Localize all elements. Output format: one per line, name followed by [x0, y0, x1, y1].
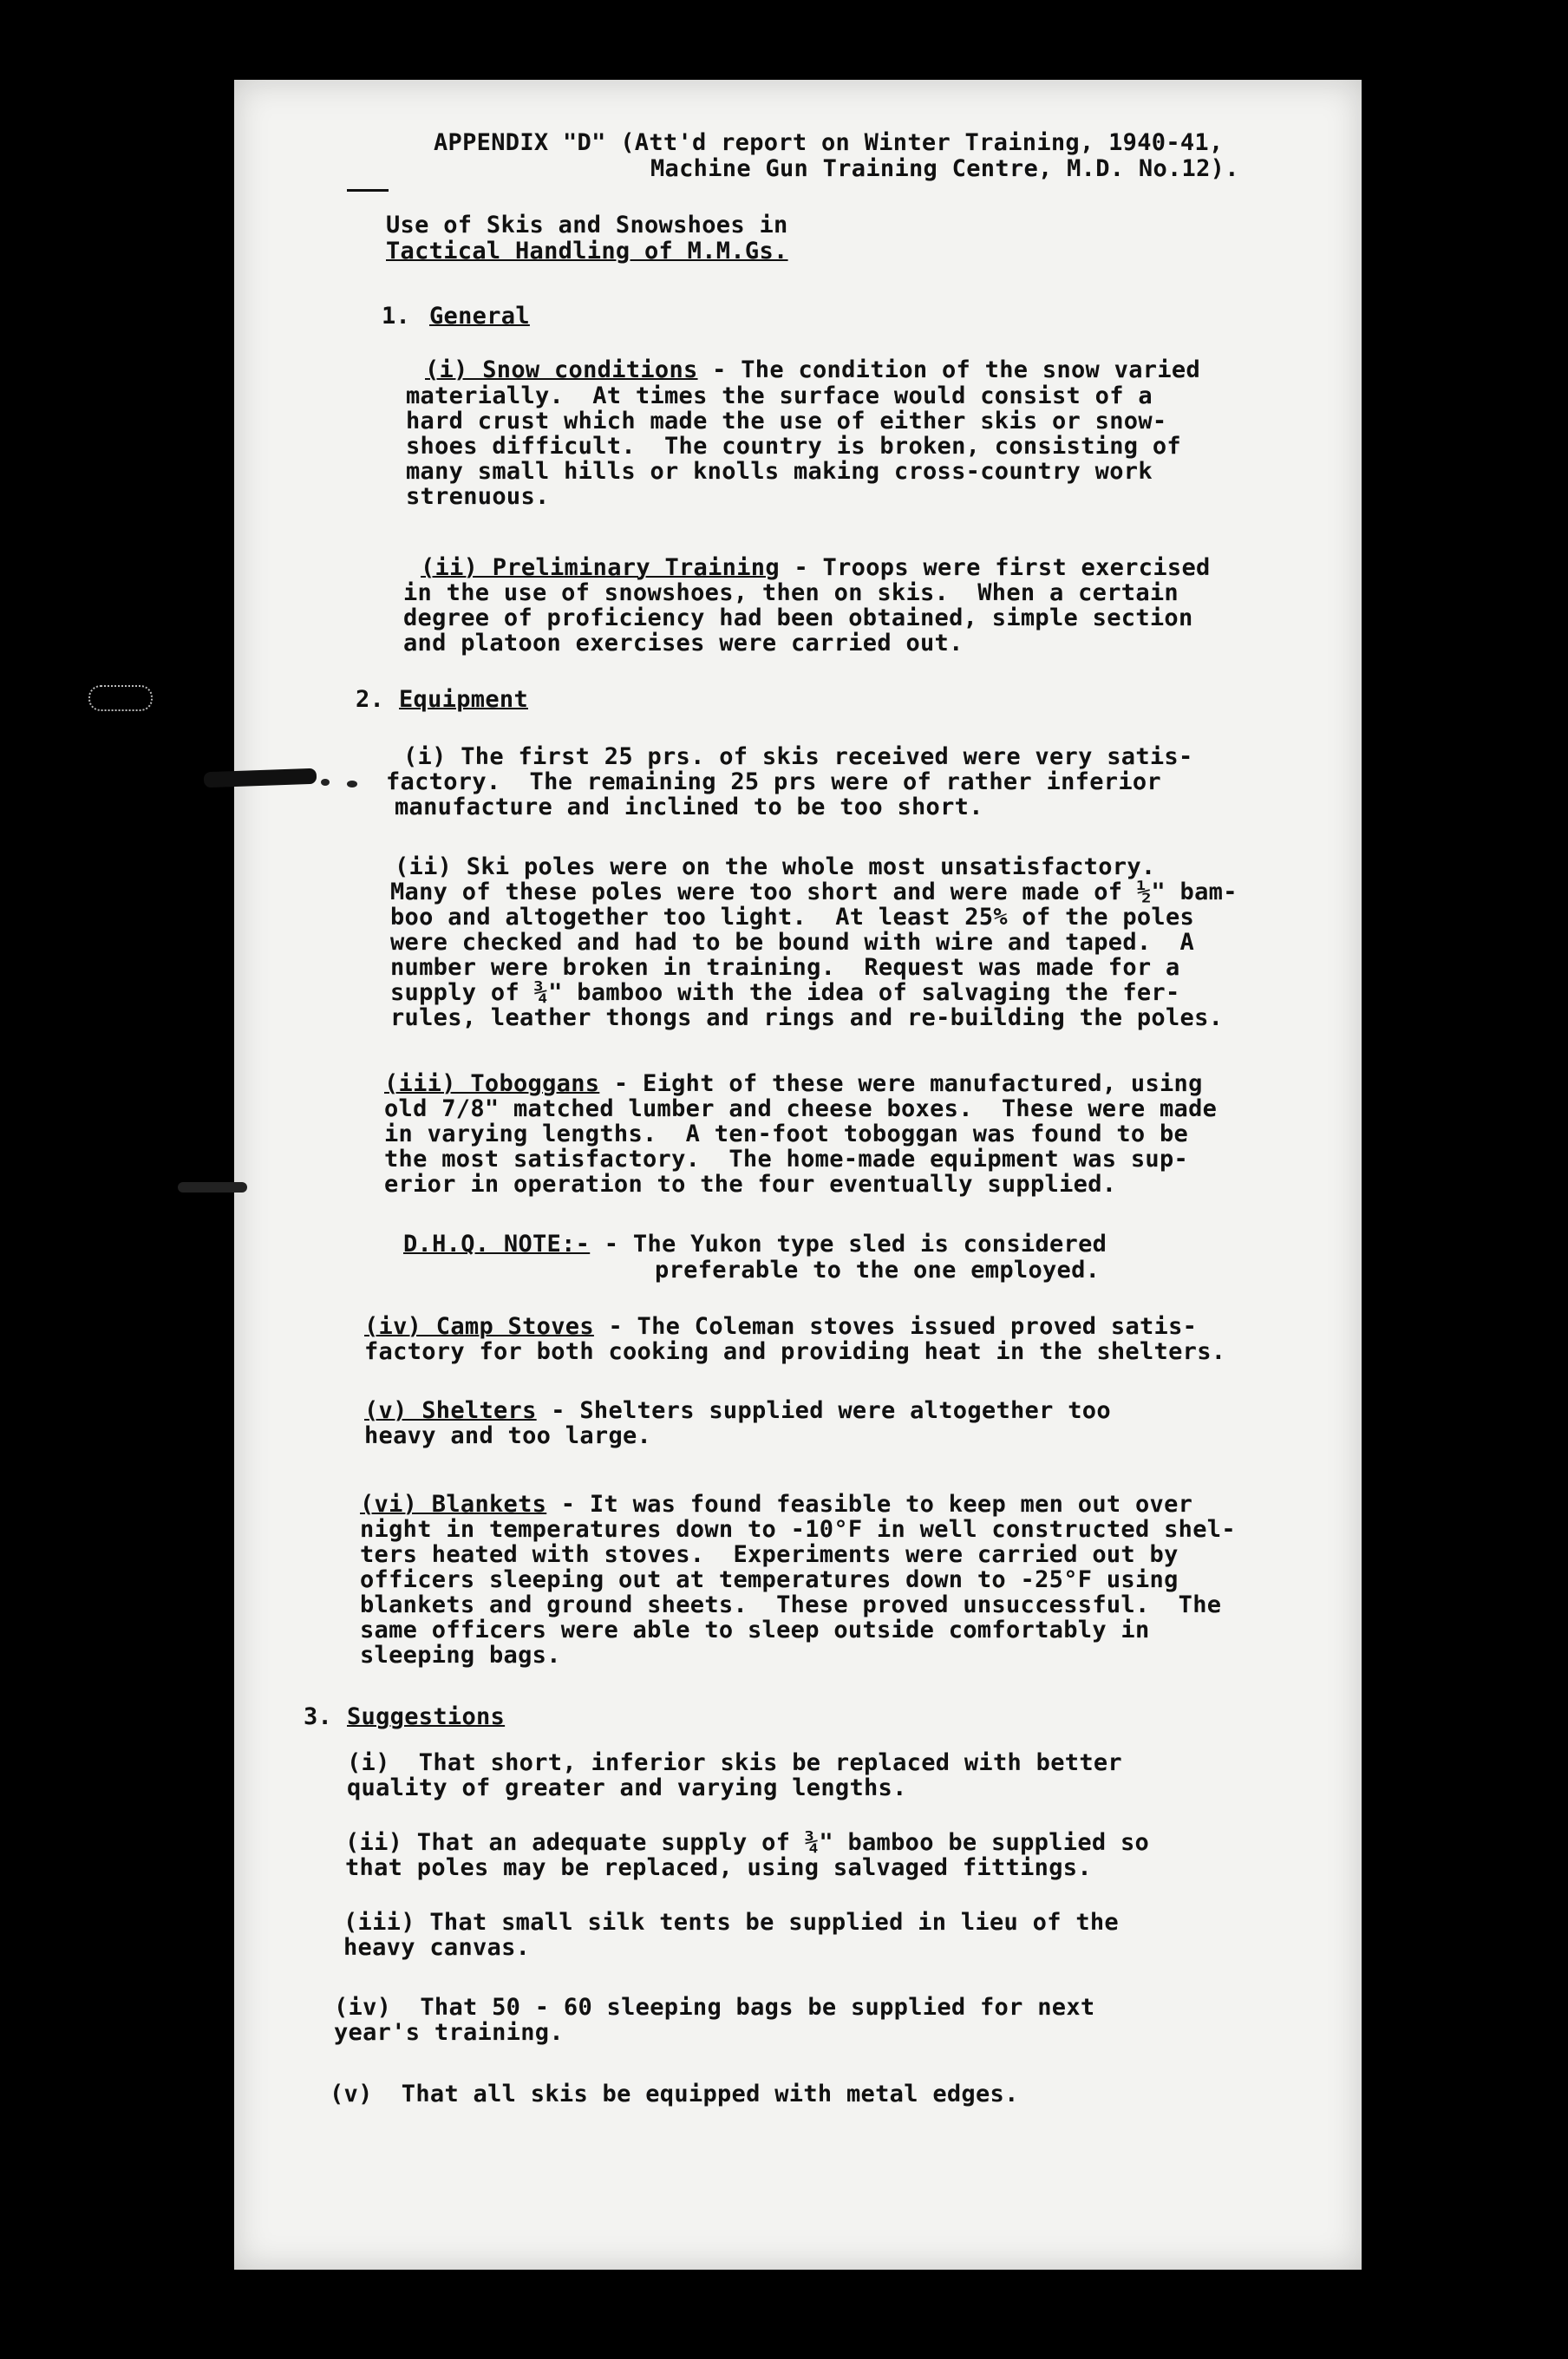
section-heading-equipment: Equipment — [399, 686, 528, 713]
suggestion-line: (iv) That 50 - 60 sleeping bags be supplied for next — [334, 1994, 1095, 2021]
paragraph-line: blankets and ground sheets. These proved unsuccessful. The — [360, 1591, 1222, 1618]
paragraph-text: - The Coleman stoves issued proved satis- — [593, 1313, 1198, 1340]
suggestion-line: year's training. — [334, 2019, 564, 2046]
paragraph-line: shoes difficult. The country is broken, consisting of — [406, 433, 1181, 460]
paragraph-line: factory. The remaining 25 prs were of rather inferior — [386, 768, 1161, 795]
paragraph-label — [421, 555, 1211, 580]
ink-smudge — [178, 1182, 247, 1193]
paragraph-line: heavy and too large. — [364, 1422, 652, 1449]
paragraph-line: factory for both cooking and providing heat in the shelters. — [364, 1338, 1226, 1365]
paragraph-line: the most satisfactory. The home-made equipment was sup- — [384, 1146, 1189, 1173]
suggestion-line: (v) That all skis be equipped with metal edges. — [330, 2081, 1019, 2107]
document-title-line2: Tactical Handling of M.M.Gs. — [386, 238, 788, 265]
paragraph-label — [364, 1398, 1111, 1423]
section-number: 2. — [356, 686, 385, 713]
paragraph-line: strenuous. — [406, 483, 550, 510]
paragraph-text: - Troops were first exercised — [779, 554, 1211, 581]
suggestion-line: that poles may be replaced, using salvaged fittings. — [345, 1854, 1092, 1881]
paragraph-line: officers sleeping out at temperatures down to -25°F using — [360, 1566, 1179, 1593]
dhq-note-text: - The Yukon type sled is considered — [590, 1231, 1107, 1258]
document-title-line1: Use of Skis and Snowshoes in — [386, 212, 788, 239]
paragraph-title: (vi) Blankets — [360, 1491, 547, 1518]
paragraph-line: in the use of snowshoes, then on skis. When a certain — [403, 579, 1179, 606]
ink-dot — [347, 781, 357, 787]
paragraph-line: old 7/8" matched lumber and cheese boxes. These were made — [384, 1095, 1218, 1122]
paragraph-line: sleeping bags. — [360, 1642, 561, 1669]
paragraph-text: - The condition of the snow varied — [697, 356, 1201, 383]
margin-dash — [347, 189, 389, 192]
paragraph-line: boo and altogether too light. At least 25% of the poles — [390, 904, 1195, 931]
paragraph-title: (iii) Toboggans — [384, 1070, 600, 1097]
paragraph-line: materially. At times the surface would consist of a — [406, 382, 1153, 409]
paragraph-line: same officers were able to sleep outside comfortably in — [360, 1617, 1150, 1643]
paragraph-line: erior in operation to the four eventually supplied. — [384, 1171, 1117, 1198]
section-number: 3. — [304, 1703, 333, 1730]
dhq-note-line: preferable to the one employed. — [655, 1257, 1101, 1284]
paragraph-text: - Shelters supplied were altogether too — [536, 1397, 1111, 1424]
appendix-header-line1: APPENDIX "D" (Att'd report on Winter Training, 1940-41, — [434, 129, 1224, 156]
dhq-note — [403, 1232, 1107, 1257]
section-heading-suggestions: Suggestions — [347, 1703, 506, 1730]
paragraph-title: (iv) Camp Stoves — [364, 1313, 594, 1340]
paragraph-title: (ii) Preliminary Training — [421, 554, 780, 581]
ink-dot — [321, 779, 330, 786]
paragraph-line: and platoon exercises were carried out. — [403, 630, 964, 657]
paragraph-line: Many of these poles were too short and were made of ½" bam- — [390, 879, 1238, 905]
paragraph-line: hard crust which made the use of either skis or snow- — [406, 408, 1167, 435]
appendix-header-line2: Machine Gun Training Centre, M.D. No.12). — [650, 155, 1239, 182]
paragraph-line: night in temperatures down to -10°F in well constructed shel- — [360, 1516, 1236, 1543]
paragraph-line: (ii) Ski poles were on the whole most unsatisfactory. — [395, 853, 1156, 880]
paragraph-line: were checked and had to be bound with wire and taped. A — [390, 929, 1195, 956]
paragraph-text: - Eight of these were manufactured, using — [599, 1070, 1203, 1097]
paragraph-line: ters heated with stoves. Experiments were carried out by — [360, 1541, 1179, 1568]
paragraph-title: (i) Snow conditions — [425, 356, 698, 383]
punch-hole-mark — [88, 685, 153, 711]
paragraph-line: many small hills or knolls making cross-country work — [406, 458, 1153, 485]
paragraph-line: rules, leather thongs and rings and re-building the poles. — [390, 1004, 1224, 1031]
paragraph-line: supply of ¾" bamboo with the idea of salvaging the fer- — [390, 979, 1180, 1006]
paragraph-line: degree of proficiency had been obtained, simple section — [403, 604, 1193, 631]
suggestion-line: (ii) That an adequate supply of ¾" bamboo be supplied so — [345, 1829, 1150, 1856]
suggestion-line: quality of greater and varying lengths. — [347, 1774, 907, 1801]
paragraph-title: (v) Shelters — [364, 1397, 537, 1424]
paragraph-label — [360, 1492, 1192, 1517]
paragraph-text: - It was found feasible to keep men out over — [546, 1491, 1193, 1518]
paragraph-line: (i) The first 25 prs. of skis received were very satis- — [403, 743, 1193, 770]
section-number: 1. — [382, 303, 411, 330]
suggestion-line: heavy canvas. — [343, 1934, 531, 1961]
suggestion-line: (i) That short, inferior skis be replaced with better — [347, 1749, 1122, 1776]
paragraph-label — [384, 1071, 1203, 1096]
suggestion-line: (iii) That small silk tents be supplied in lieu of the — [343, 1909, 1119, 1936]
paragraph-line: manufacture and inclined to be too short. — [395, 794, 983, 820]
paragraph-label — [364, 1314, 1197, 1339]
paragraph-label — [425, 357, 1200, 382]
paragraph-line: number were broken in training. Request was made for a — [390, 954, 1180, 981]
dhq-note-label: D.H.Q. NOTE:- — [403, 1231, 591, 1258]
section-heading-general: General — [429, 303, 530, 330]
paragraph-line: in varying lengths. A ten-foot toboggan was found to be — [384, 1121, 1189, 1147]
